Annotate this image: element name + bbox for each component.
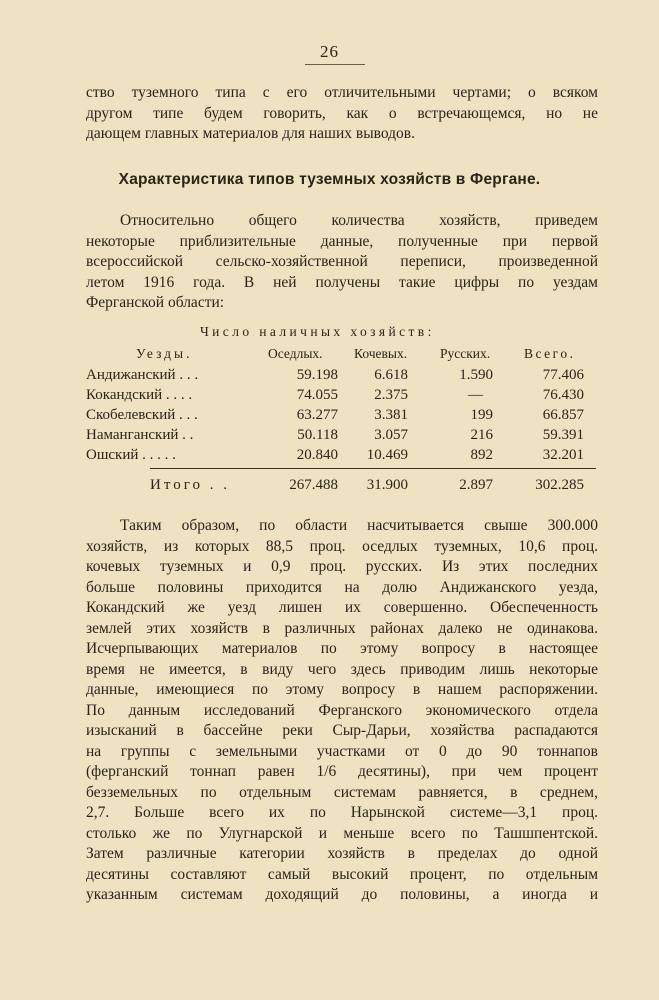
cell-nomadic: 6.618 [374, 367, 408, 383]
table-total-row [0, 477, 659, 497]
cell-total: 76.430 [542, 387, 584, 403]
cell-total: 66.857 [542, 407, 584, 423]
page-number: 26 [320, 42, 339, 61]
cell-russian: 892 [470, 447, 493, 463]
table-row [0, 447, 659, 467]
table-total-rule [150, 468, 596, 469]
cell-total: 32.201 [542, 447, 584, 463]
cell-settled: 63.277 [296, 407, 338, 423]
text-line: изысканий в бассейне реки Сыр-Дарьи, хозяйства распадаются [86, 722, 598, 739]
text-line: десятины составляют самый высокий процент, по отдельным [86, 865, 598, 883]
cell-uezd: Кокандский . . . . [86, 387, 193, 403]
text-line: землей этих хозяйств в различных районах далеко не одинакова. [86, 619, 598, 637]
cell-total: 302.285 [535, 477, 584, 493]
text-line: другом типе будем говорить, как о встречающемся, но не [86, 104, 598, 122]
header-russian: Русских. [440, 346, 491, 361]
cell-settled: 267.488 [289, 477, 338, 493]
cell-russian: — [468, 387, 483, 403]
cell-nomadic: 10.469 [366, 447, 408, 463]
cell-nomadic: 3.381 [374, 407, 408, 423]
text-line: летом 1916 года. В ней получены такие цифры по уездам [86, 273, 598, 291]
header-nomadic: Кочевых. [354, 346, 408, 361]
table-row [0, 407, 659, 427]
text-line: Таким образом, по области насчитывается свыше 300.000 [120, 517, 598, 534]
text-line: (ферганский тоннап равен 1/6 десятины), при чем процент [86, 763, 598, 780]
page-number-rule [305, 64, 365, 65]
text-line: больше половины приходится на долю Андижанского уезда, [86, 578, 598, 596]
cell-total: 77.406 [542, 367, 584, 383]
text-line: Исчерпывающих материалов по этому вопросу в настоящее [86, 640, 598, 657]
cell-uezd: Андижанский . . . [86, 367, 199, 383]
cell-total: 59.391 [542, 427, 584, 443]
text-line: Кокандский же уезд лишен их совершенно. Обеспеченность [86, 599, 598, 616]
text-line: Затем различные категории хозяйств в пределах до одной [86, 845, 598, 862]
text-line: Ферганской области: [86, 294, 225, 311]
text-line: время не имеется, в виду чего здесь приводим лишь некоторые [86, 660, 598, 678]
paragraph-census-intro [86, 211, 598, 314]
text-line: По данным исследований Ферганского экономического отдела [86, 701, 598, 719]
text-line: дающем главных материалов для наших выводов. [86, 125, 415, 142]
text-line: данные, имеющиеся по этому вопросу в нашем распоряжении. [86, 681, 598, 698]
cell-nomadic: 31.900 [366, 477, 408, 493]
cell-russian: 199 [470, 407, 493, 423]
text-line: некоторые приблизительные данные, полученные при первой [86, 232, 598, 250]
header-total: Всего. [524, 346, 576, 361]
cell-uezd: Ошский . . . . . [86, 447, 176, 463]
cell-total-label: Итого . . [150, 477, 230, 493]
text-line: указанным системам доходящий до половины, а иногда и [86, 886, 598, 903]
table-row [0, 427, 659, 447]
cell-settled: 50.118 [297, 427, 338, 443]
text-line: кочевых туземных и 0,9 проц. русских. Из этих последних [86, 558, 598, 575]
text-line: 2,7. Больше всего их по Нарынской системе—3,1 проц. [86, 804, 598, 821]
cell-russian: 216 [470, 427, 493, 443]
cell-settled: 59.198 [296, 367, 338, 383]
paragraph-land-distribution [86, 516, 598, 906]
cell-settled: 74.055 [296, 387, 338, 403]
table-caption: Число наличных хозяйств: [200, 324, 435, 339]
table-row [0, 367, 659, 387]
cell-russian: 2.897 [459, 477, 493, 493]
text-line: всероссийской сельско-хозяйственной переписи, произведенной [86, 253, 598, 270]
cell-uezd: Наманганский . . [86, 427, 194, 443]
cell-nomadic: 3.057 [374, 427, 408, 443]
text-line: на группы с земельными участками от 0 до 90 тоннапов [86, 742, 598, 760]
cell-russian: 1.590 [459, 367, 493, 383]
cell-nomadic: 2.375 [374, 387, 408, 403]
header-settled: Оседлых. [268, 346, 323, 361]
text-line: безземельных по отдельным системам равняется, в среднем, [86, 783, 598, 801]
cell-uezd: Скобелевский . . . [86, 407, 198, 423]
table-row [0, 387, 659, 407]
cell-settled: 20.840 [296, 447, 338, 463]
text-line: хозяйств, из которых 88,5 проц. оседлых туземных, 10,6 проц. [86, 537, 598, 555]
text-line: Относительно общего количества хозяйств, приведем [120, 212, 598, 229]
section-heading: Характеристика типов туземных хозяйств в Фергане. [118, 171, 541, 188]
header-uezd: Уезды. [136, 346, 193, 361]
intro-paragraph [86, 83, 598, 145]
text-line: ство туземного типа с его отличительными чертами; о всяком [86, 84, 598, 101]
text-line: столько же по Улугнарской и меньше всего по Ташшпентской. [86, 824, 598, 842]
